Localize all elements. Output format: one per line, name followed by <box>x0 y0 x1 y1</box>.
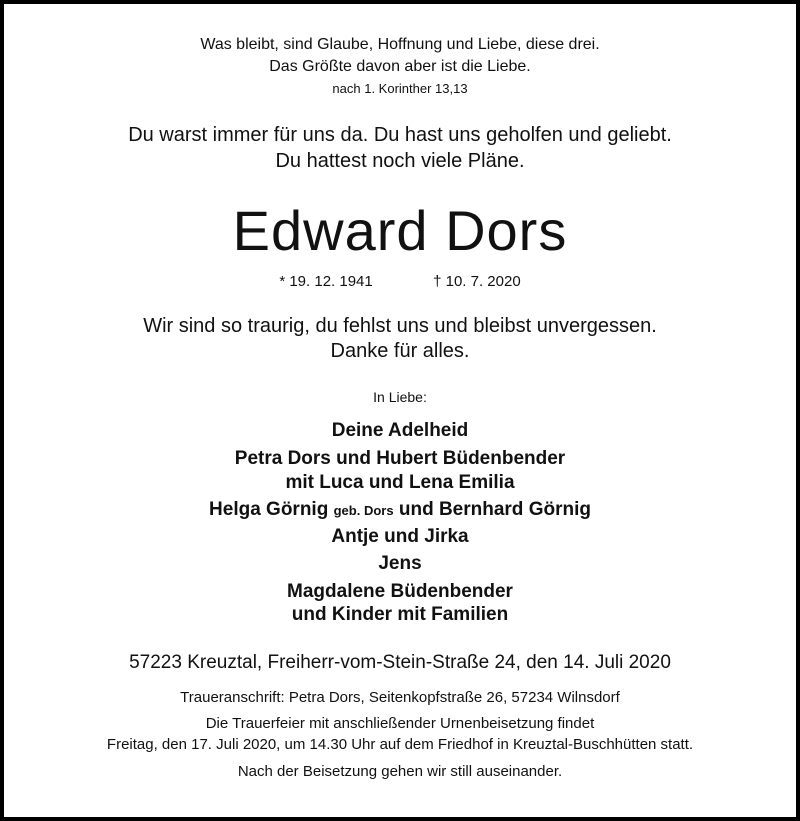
verse-source: nach 1. Korinther 13,13 <box>332 81 468 96</box>
tribute-line-2: Du hattest noch viele Pläne. <box>275 150 525 172</box>
birth-date: * 19. 12. 1941 <box>279 273 373 290</box>
tribute-line-1: Du warst immer für uns da. Du hast uns geholfen und geliebt. <box>128 124 672 146</box>
mourner-line-1: Deine Adelheid <box>331 420 469 441</box>
mourner-line-4 <box>4 499 796 521</box>
mourner-4-name: Helga Görnig <box>209 499 329 520</box>
mourner-4-partner: und Bernhard Görnig <box>398 499 591 520</box>
sorrow-line-1: Wir sind so traurig, du fehlst uns und bleibst unvergessen. <box>143 315 657 337</box>
sorrow-line-2: Danke für alles. <box>330 340 470 362</box>
service-line-1: Die Trauerfeier mit anschließender Urnenbeisetzung findet <box>205 715 595 732</box>
closing-line: Nach der Beisetzung gehen wir still auseinander. <box>237 763 563 780</box>
place-date-line: 57223 Kreuztal, Freiherr-vom-Stein-Straße 24, den 14. Juli 2020 <box>129 652 671 673</box>
mourning-address: Traueranschrift: Petra Dors, Seitenkopfstraße 26, 57234 Wilnsdorf <box>180 689 620 706</box>
death-date: † 10. 7. 2020 <box>433 273 521 290</box>
verse-line-1: Was bleibt, sind Glaube, Hoffnung und Liebe, diese drei. <box>200 36 600 53</box>
service-line-2: Freitag, den 17. Juli 2020, um 14.30 Uhr auf dem Friedhof in Kreuztal-Buschhütten statt. <box>106 736 694 753</box>
life-dates <box>4 273 796 290</box>
mourner-line-6: Jens <box>378 553 422 574</box>
deceased-name: Edward Dors <box>232 199 568 262</box>
mourner-line-5: Antje und Jirka <box>331 526 469 547</box>
mourner-line-3: mit Luca und Lena Emilia <box>285 472 515 493</box>
mourner-4-maiden-name: geb. Dors <box>333 503 394 518</box>
mourner-line-7: Magdalene Büdenbender <box>287 581 513 602</box>
mourner-line-2: Petra Dors und Hubert Büdenbender <box>234 448 566 469</box>
verse-line-2: Das Größte davon aber ist die Liebe. <box>269 58 531 75</box>
mourner-line-8: und Kinder mit Familien <box>291 604 509 625</box>
in-love-label: In Liebe: <box>373 389 427 405</box>
